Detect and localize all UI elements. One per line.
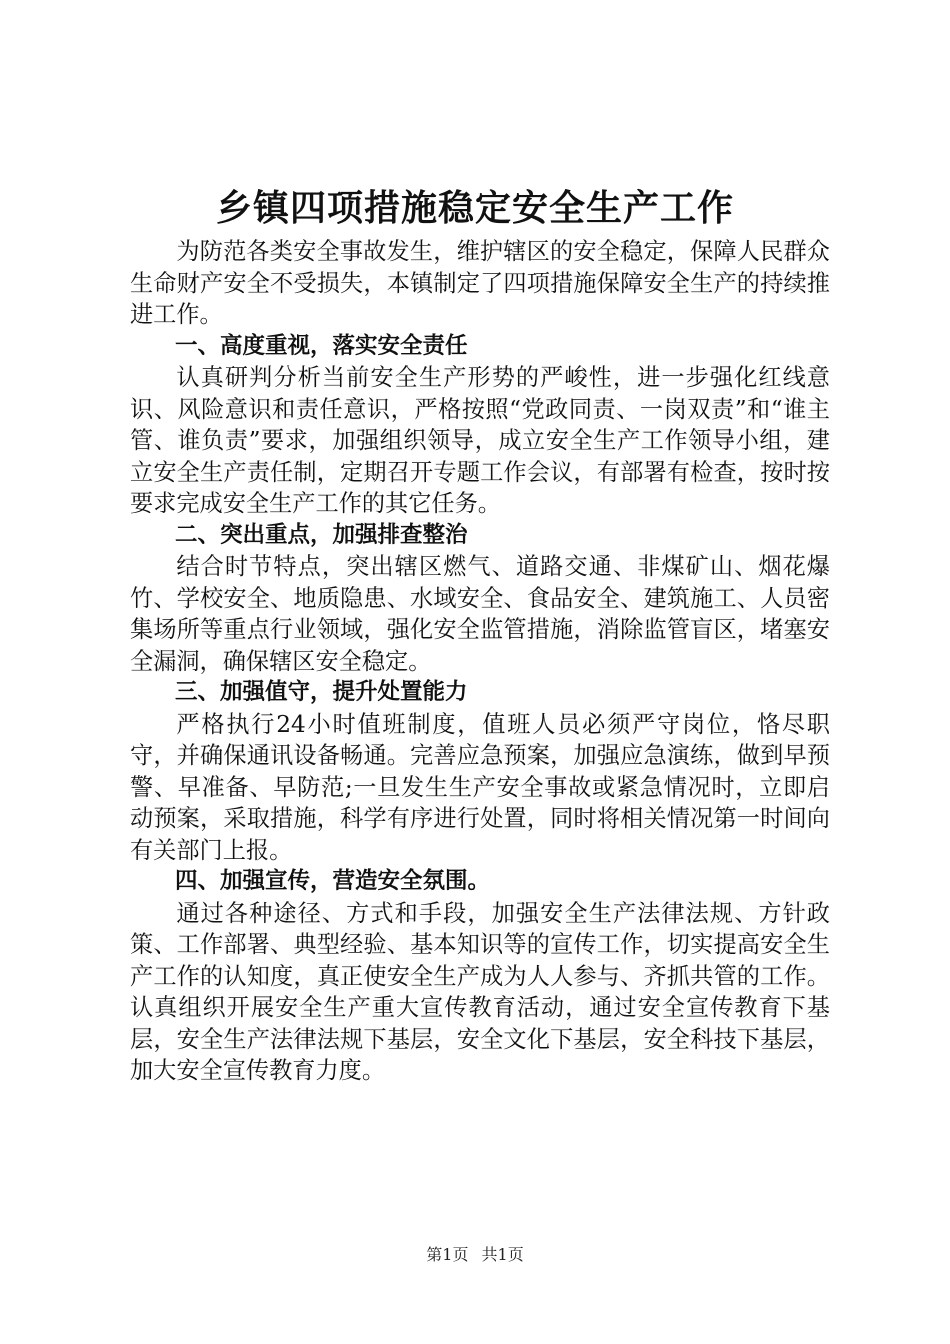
page-footer — [0, 1244, 950, 1266]
section-heading-3: 三、加强值守，提升处置能力 — [175, 679, 468, 705]
section-body-2: 结合时节特点，突出辖区燃气、道路交通、非煤矿山、烟花爆竹、学校安全、地质隐患、水域安全、食品安全、建筑施工、人员密集场所等重点行业领域，强化安全监管措施，消除监管盲区，堵塞安全漏洞，确保辖区安全稳定。 — [130, 553, 830, 675]
section-heading-2: 二、突出重点，加强排查整治 — [175, 521, 468, 548]
page-total: 共1页 — [481, 1245, 524, 1264]
section-heading-1: 一、高度重视，落实安全责任 — [175, 332, 468, 359]
section-body-1: 认真研判分析当前安全生产形势的严峻性，进一步强化红线意识、风险意识和责任意识，严格按照“党政同责、一岗双责”和“谁主管、谁负责”要求，加强组织领导，成立安全生产工作领导小组，建立安全生产责任制，定期召开专题工作会议，有部署有检查，按时按要求完成安全生产工作的其它任务。 — [130, 364, 830, 517]
section-body-4: 通过各种途径、方式和手段，加强安全生产法律法规、方针政策、工作部署、典型经验、基本知识等的宣传工作，切实提高安全生产工作的认知度，真正使安全生产成为人人参与、齐抓共管的工作。认真组织开展安全生产重大宣传教育活动，通过安全宣传教育下基层，安全生产法律法规下基层，安全文化下基层，安全科技下基层，加大安全宣传教育力度。 — [130, 899, 830, 1084]
intro-paragraph: 为防范各类安全事故发生，维护辖区的安全稳定，保障人民群众生命财产安全不受损失，本镇制定了四项措施保障安全生产的持续推进工作。 — [130, 238, 830, 328]
document-title: 乡镇四项措施稳定安全生产工作 — [215, 188, 734, 229]
section-body-3: 严格执行24小时值班制度，值班人员必须严守岗位，恪尽职守，并确保通讯设备畅通。完善应急预案，加强应急演练，做到早预警、早准备、早防范;一旦发生生产安全事故或紧急情况时，立即启动预案，采取措施，科学有序进行处置，同时将相关情况第一时间向有关部门上报。 — [130, 710, 830, 864]
section-heading-4: 四、加强宣传，营造安全氛围。 — [175, 868, 491, 894]
document-body — [130, 236, 830, 1087]
page-number: 第1页 — [426, 1245, 469, 1264]
